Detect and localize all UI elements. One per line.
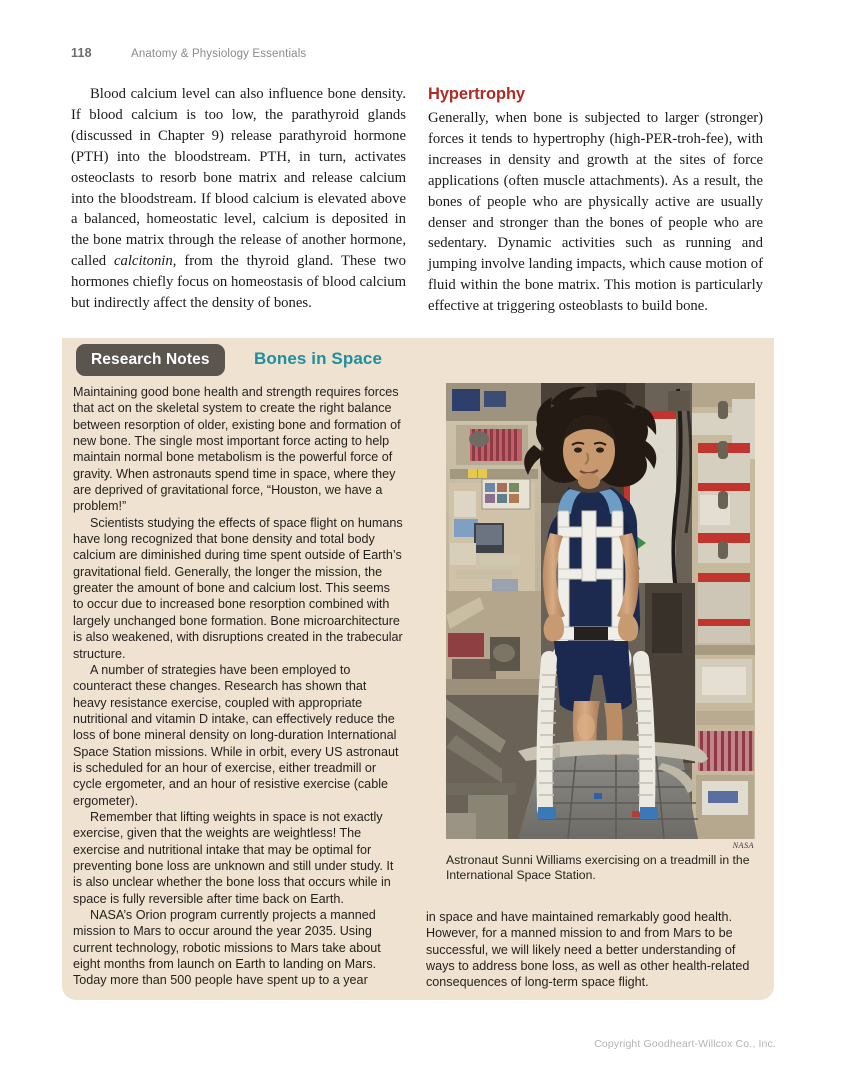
feature-paragraph-2: Scientists studying the effects of space flight on humans have long recognized that bone density and total body calcium are diminished during time spent outside of Earth’s gravitational field. Generally, the longer the mission, the greater the amount of bone and calcium lost. This seems to occur due to increased bone resorption combined with largely unchanged bone formation. Bone microarchitecture is also weakened, with disruptions created in the trabecular structure.: [73, 515, 403, 661]
paragraph-text-part2: , from the thyroid gland. These two hormones chiefly focus on homeostasis of blood calcium but indirectly affect the density of bones.: [71, 253, 406, 312]
photo-credit: NASA: [732, 841, 754, 850]
copyright-footer: Copyright Goodheart-Willcox Co., Inc.: [594, 1038, 776, 1050]
feature-tab-label: Research Notes: [76, 344, 225, 376]
photo-caption: Astronaut Sunni Williams exercising on a treadmill in the International Space Station.: [446, 853, 750, 883]
paragraph-text-part1: Blood calcium level can also influence bone density. If blood calcium is too low, the parathyroid glands (discussed in Chapter 9) release parathyroid hormone (PTH) into the bloodstream. PTH, in turn, activates osteoclasts to resorb bone matrix and release calcium into the bloodstream. If blood calcium is elevated above a balanced, homeostatic level, calcium is deposited in the bone matrix through the release of another hormone, called: [71, 86, 406, 270]
running-head: [71, 46, 306, 60]
paragraph-hypertrophy: Generally, when bone is subjected to larger (stronger) forces it tends to hypertrophy (high-PER-troh-fee), with increases in density and growth at the sites of force applications (often muscle attachments). As a result, the bones of people who are physically active are usually denser and stronger than the bones of people who are sedentary. Dynamic activities such as running and jumping involve landing impacts, which cause motion of fluid within the bone matrix. This motion is particularly effective at triggering osteoblasts to build bone.: [428, 110, 763, 315]
book-title: Anatomy & Physiology Essentials: [131, 48, 307, 60]
feature-text-column-right: [426, 909, 764, 991]
paragraph-blood-calcium: [71, 84, 406, 314]
feature-paragraph-1: Maintaining good bone health and strength requires forces that act on the skeletal system to create the right balance between resorption of older, existing bone and formation of new bone. The single most important force acting to help maintain normal bone metabolism is the powerful force of gravity. When astronauts spend time in space, where they are deprived of gravitational force, “Houston, we have a problem!”: [73, 385, 401, 514]
italic-term-calcitonin: calcitonin: [113, 253, 173, 270]
feature-title: Bones in Space: [254, 349, 382, 368]
feature-continuation-paragraph: in space and have maintained remarkably good health. However, for a manned mission to and from Mars to be successful, we will likely need a better understanding of ways to address bone loss, as well as other health-related consequences of long-term space flight.: [426, 910, 750, 990]
body-column-right: [428, 84, 763, 317]
section-heading-hypertrophy: Hypertrophy: [428, 85, 525, 103]
page-number: 118: [71, 46, 92, 60]
feature-paragraph-3: A number of strategies have been employed to counteract these changes. Research has shown that heavy resistance exercise, coupled with appropriate nutritional and vitamin D intake, can effectively reduce the loss of bone mineral density on long-duration International Space Station missions. While in orbit, every US astronaut is scheduled for an hour of exercise, either treadmill or cycle ergometer, and an hour of resistive exercise (cable ergometer).: [73, 662, 399, 808]
astronaut-treadmill-photo: [446, 383, 755, 839]
feature-text-column-left: [73, 384, 403, 989]
body-column-left: [71, 84, 406, 314]
feature-paragraph-4: Remember that lifting weights in space is not exactly exercise, given that the weights are weightless! The exercise and nutritional intake that may be optimal for preventing bone loss are unknown and still under study. It is also unclear whether the bone loss that occurs while in space is fully reversible after time back on Earth.: [73, 809, 394, 906]
photo-figure: [446, 383, 755, 884]
research-notes-box: [62, 338, 774, 1000]
feature-paragraph-5: NASA’s Orion program currently projects a manned mission to Mars to occur around the year 2035. Using current technology, robotic missions to Mars take about eight months from launch on Earth to landing on Mars. Today more than 500 people have spent up to a year: [73, 908, 381, 988]
